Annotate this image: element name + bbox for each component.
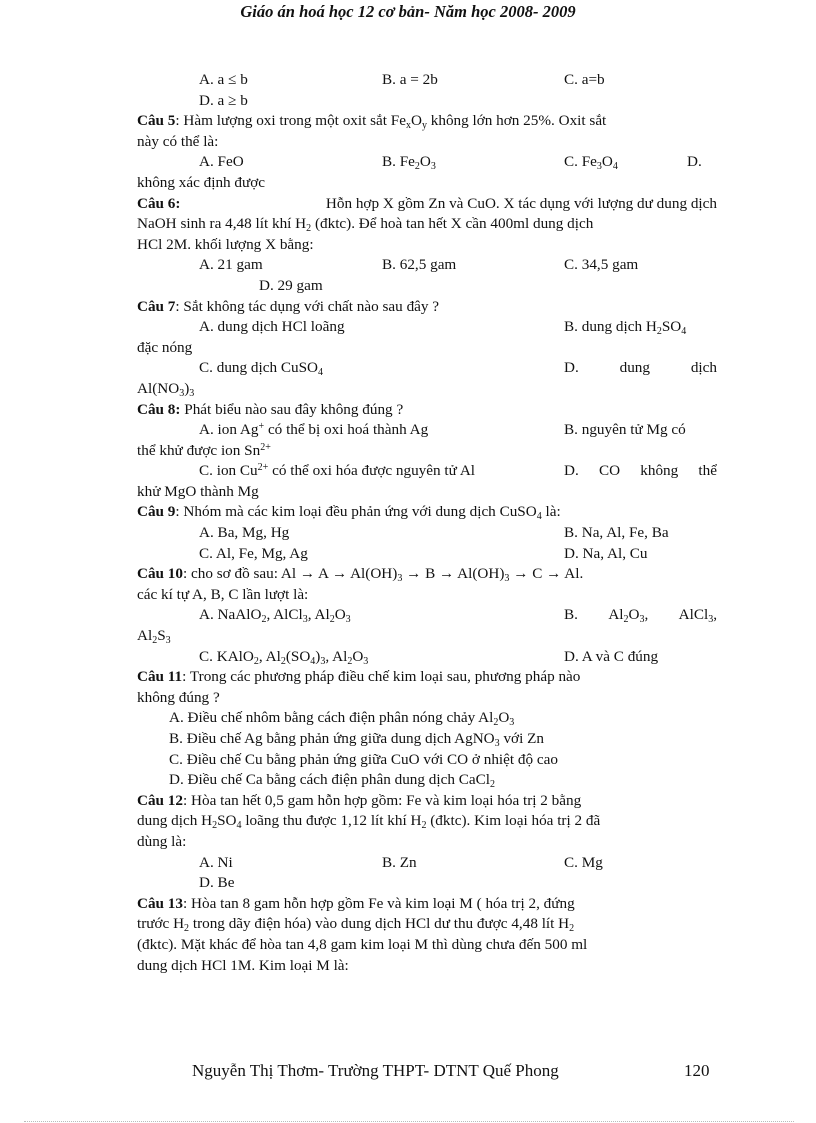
q5-stem-text: O [410, 112, 422, 130]
q6-stem-line3: HCl 2M. khối lượng X bằng: [137, 235, 314, 253]
q13-stem: Câu 13: Hòa tan 8 gam hỗn hợp gồm Fe và kim loại M ( hóa trị 2, đứng [137, 894, 575, 912]
q4-options-row [137, 70, 717, 91]
q8-option-b-cont: thể khử được ion $Sn^{2+}$ [137, 441, 271, 459]
q12-options-row [137, 853, 717, 874]
q12-options-row-2 [137, 873, 717, 894]
q5-stem [137, 111, 717, 132]
q11-option-a: A. Điều chế nhôm bằng cách điện phân nóng chảy $Al_2O_3$ [169, 709, 515, 729]
q10-option-c: C. KAlO$_2$, $Al_2(SO_4)_3$, $Al_2O_3$ [199, 647, 369, 667]
page-footer [0, 1058, 816, 1084]
q4-option-b: B. a = 2b [382, 71, 438, 88]
q9-option-b: B. Na, Al, Fe, Ba [564, 524, 669, 542]
q8-option-b: B. nguyên tử Mg có [564, 421, 686, 439]
q5-option-a: A. FeO [199, 153, 244, 171]
q4-option-c: C. a=b [564, 71, 605, 88]
q10-options-row [137, 605, 717, 626]
q5-option-b: B. $Fe_2O_3$ [382, 153, 436, 173]
q5-option-c: C. $Fe_3O_4$ [564, 153, 618, 173]
q5-label: Câu 5 [137, 112, 176, 130]
q10-options-row-2 [137, 647, 717, 668]
q4-option-d: D. a ≥ b [199, 91, 248, 109]
q6-options-row-2 [137, 276, 717, 297]
q12-option-d: D. Be [199, 874, 235, 892]
q11-option-d-row [137, 770, 717, 791]
q11-label: Câu 11 [137, 668, 183, 686]
q6-label: Câu 6: [137, 194, 181, 212]
q11-option-c-row [137, 750, 717, 771]
q5-options-row [137, 152, 717, 173]
q8-label: Câu 8: [137, 400, 181, 418]
q6-stem-text: Hỗn hợp X gồm Zn và CuO. X tác dụng với lượng dư dung dịch [325, 194, 717, 212]
q7-stem [137, 297, 717, 318]
q7-option-c: C. dung dịch CuSO$_4$ [199, 359, 323, 379]
q5-stem-text: không lớn hơn 25%. Oxit sắt [426, 112, 607, 130]
q7-options-row [137, 317, 717, 338]
q13-label: Câu 13 [137, 894, 183, 912]
q10-stem: Câu 10: cho sơ đồ sau: $Al \to A \to Al(OH)_3 \to B \to Al(OH)_3 \to C \to Al$. [137, 565, 584, 585]
q7-options-row-2 [137, 358, 717, 379]
q10-stem-line2: các kí tự A, B, C lần lượt là: [137, 585, 309, 603]
page-number: 120 [684, 1061, 710, 1080]
q9-option-a: A. Ba, Mg, Hg [199, 524, 290, 542]
q8-stem-text: Phát biểu nào sau đây không đúng ? [180, 400, 404, 418]
q10-option-d: D. A và C đúng [564, 647, 659, 665]
q10-label: Câu 10 [137, 565, 183, 583]
q7-option-a: A. dung dịch HCl loãng [199, 318, 345, 336]
q8-options-row [137, 420, 717, 441]
q5-stem-text: : Hàm lượng oxi trong một oxit sắt Fe [175, 112, 406, 130]
q6-option-d: D. 29 gam [259, 276, 323, 294]
q10-option-b-cont: $Al_2S_3$ [137, 627, 171, 647]
q7-option-d: D. dung dịch [564, 359, 717, 377]
q12-stem-line3: dùng là: [137, 832, 187, 850]
q6-option-c: C. 34,5 gam [564, 256, 639, 274]
q6-option-a: A. 21 gam [199, 256, 263, 274]
q7-option-b-cont: đặc nóng [137, 338, 193, 356]
q6-stem-line2: NaOH sinh ra 4,48 lít khí $H_2$ (đktc). Để hoà tan hết X cần 400ml dung dịch [137, 215, 594, 235]
subscript: x [405, 120, 411, 132]
question-list [137, 70, 717, 976]
q9-option-d: D. Na, Al, Cu [564, 544, 648, 562]
q8-option-c: C. ion $Cu^{2+}$ có thể oxi hóa được nguyên tử Al [199, 462, 476, 480]
q6-option-b: B. 62,5 gam [382, 256, 457, 274]
q4-options-row-2 [137, 91, 717, 112]
subscript: y [421, 120, 427, 132]
q7-option-b: B. dung dịch $H_2SO_4$ [564, 318, 687, 338]
footer-author: Nguyễn Thị Thơm- Trường THPT- DTNT Quế Phong [192, 1061, 559, 1080]
q8-option-d-cont: khử MgO thành Mg [137, 482, 259, 500]
q11-stem-line2: không đúng ? [137, 688, 220, 706]
q7-stem-text: : Sắt không tác dụng với chất nào sau đây ? [175, 297, 440, 315]
q8-stem [137, 400, 717, 421]
q10-option-b: B. $Al_2O_3$, AlCl$_3$, [564, 606, 717, 626]
q12-option-b: B. Zn [382, 853, 417, 871]
q11-stem: Câu 11: Trong các phương pháp điều chế kim loại sau, phương pháp nào [137, 668, 581, 686]
q6-stem [137, 194, 717, 215]
page-header: Giáo án hoá học 12 cơ bản- Năm học 2008- 2009 [240, 2, 576, 21]
q7-option-d-cont: $Al(NO_3)_3$ [137, 379, 195, 399]
q5-stem-line2: này có thể là: [137, 132, 219, 150]
q5-option-d-cont: không xác định được [137, 173, 266, 191]
q11-option-b: B. Điều chế Ag bằng phản ứng giữa dung dịch AgNO$_3$ với Zn [169, 730, 544, 749]
q9-options-row-2 [137, 544, 717, 565]
q9-options-row [137, 523, 717, 544]
q11-option-b-row [137, 729, 717, 750]
q8-option-d: D. CO không thể [564, 462, 717, 480]
footer-divider [24, 1121, 794, 1122]
q13-stem-line4: dung dịch HCl 1M. Kim loại M là: [137, 956, 349, 974]
q12-option-c: C. Mg [564, 853, 603, 871]
q11-option-d: D. Điều chế Ca bằng cách điện phân dung dịch CaCl$_2$ [169, 771, 495, 791]
q12-stem-line2: dung dịch $H_2SO_4$ loãng thu được 1,12 lít khí $H_2$ (đktc). Kim loại hóa trị 2 đã [137, 812, 601, 832]
q7-label: Câu 7 [137, 297, 176, 315]
q4-option-a: A. a ≤ b [199, 71, 248, 88]
q12-label: Câu 12 [137, 791, 183, 809]
q8-option-a: A. ion Ag+ có thể bị oxi hoá thành Ag [199, 421, 429, 439]
q5-option-d: D. [687, 153, 702, 171]
q10-option-a: A. NaAlO$_2$, AlCl$_3$, $Al_2O_3$ [199, 606, 351, 626]
q11-option-c: C. Điều chế Cu bằng phản ứng giữa CuO với CO ở nhiệt độ cao [169, 750, 558, 768]
q8-options-row-2 [137, 461, 717, 482]
q12-option-a: A. Ni [199, 853, 233, 871]
q13-stem-line2: trước $H_2$ trong dãy điện hóa) vào dung dịch HCl dư thu được 4,48 lít $H_2$ [137, 915, 575, 935]
q9-stem: Câu 9: Nhóm mà các kim loại đều phản ứng với dung dịch CuSO$_4$ là: [137, 503, 561, 523]
q9-option-c: C. Al, Fe, Mg, Ag [199, 544, 308, 562]
q9-label: Câu 9 [137, 503, 176, 521]
q6-options-row [137, 255, 717, 276]
q12-stem: Câu 12: Hòa tan hết 0,5 gam hỗn hợp gồm: Fe và kim loại hóa trị 2 bằng [137, 791, 582, 809]
q11-option-a-row [137, 708, 717, 729]
q13-stem-line3: (đktc). Mặt khác để hòa tan 4,8 gam kim loại M thì dùng chưa đến 500 ml [137, 935, 588, 953]
